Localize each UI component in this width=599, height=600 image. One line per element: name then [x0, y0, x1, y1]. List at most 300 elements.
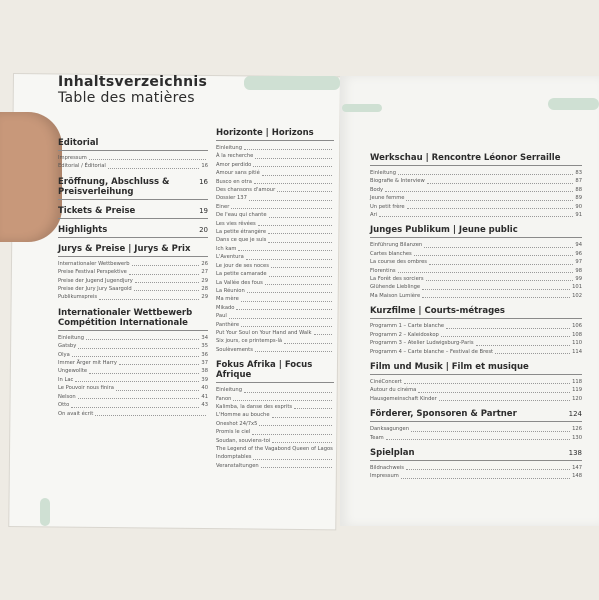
toc-entry-title: CinéConcert — [370, 378, 402, 385]
dot-leader — [269, 270, 332, 276]
toc-entry-title: Panthère — [216, 321, 240, 328]
toc-section — [58, 206, 208, 219]
dot-leader — [253, 453, 332, 459]
toc-entry-title: Preise der Jugend Jugendjury — [58, 277, 133, 284]
toc-entry-title: Mikado — [216, 304, 235, 311]
dot-leader — [247, 287, 332, 293]
toc-entry[interactable] — [216, 420, 334, 428]
toc-entry[interactable] — [216, 203, 334, 211]
section-heading[interactable] — [370, 448, 582, 458]
dot-leader — [426, 275, 574, 281]
toc-entry[interactable] — [58, 401, 208, 409]
section-heading[interactable] — [370, 153, 582, 163]
toc-entry-page: 91 — [575, 212, 582, 219]
toc-entry[interactable] — [216, 178, 334, 186]
section-heading-title: Horizonte | Horizons — [216, 128, 314, 138]
dot-leader — [441, 331, 570, 337]
section-heading-page: 138 — [568, 448, 582, 457]
toc-entry[interactable] — [58, 154, 208, 162]
toc-entry[interactable] — [58, 293, 208, 301]
toc-entry[interactable] — [370, 169, 582, 177]
section-rule — [58, 256, 208, 257]
section-rule — [58, 237, 208, 238]
dot-leader — [407, 203, 574, 209]
toc-entry-title: Soulèvements — [216, 346, 253, 353]
toc-entry-title: Einleitung — [370, 170, 396, 176]
dot-leader — [78, 342, 199, 348]
toc-entry[interactable] — [370, 331, 582, 339]
green-accent-bar-left — [244, 76, 340, 90]
dot-leader — [246, 253, 332, 259]
dot-leader — [238, 245, 332, 251]
toc-entry[interactable] — [370, 194, 582, 202]
dot-leader — [236, 304, 332, 310]
section-rule — [370, 237, 582, 238]
section-rule — [370, 374, 582, 375]
dot-leader — [255, 346, 332, 352]
section-rule — [58, 199, 208, 200]
toc-entry-page: 83 — [575, 170, 582, 176]
section-rule — [58, 150, 208, 151]
section-rule — [370, 165, 582, 166]
toc-entry-title: Florentins — [370, 267, 396, 274]
toc-entry[interactable] — [370, 283, 582, 291]
dot-leader — [411, 425, 570, 431]
toc-entry[interactable] — [370, 177, 582, 185]
dot-leader — [89, 154, 206, 160]
dot-leader — [495, 348, 570, 354]
toc-entry-title: Danksagungen — [370, 426, 409, 433]
toc-entry-page: 110 — [572, 340, 582, 347]
toc-entry-title: Ma Maison Lumière — [370, 292, 421, 299]
dot-leader — [244, 386, 332, 392]
toc-entry[interactable] — [216, 321, 334, 329]
dot-leader — [386, 434, 570, 440]
toc-entry-title: In Lac — [58, 376, 74, 383]
toc-entry-page: 118 — [572, 378, 582, 385]
toc-entry-page: 29 — [201, 277, 208, 284]
dot-leader — [252, 428, 332, 434]
toc-entry-title: Programm 4 – Carte blanche – Festival de Brest — [370, 348, 494, 355]
dot-leader — [271, 262, 332, 268]
section-heading[interactable] — [58, 244, 208, 254]
toc-entry-page: 148 — [572, 473, 582, 480]
dot-leader — [241, 321, 332, 327]
section-rule — [370, 318, 582, 319]
dot-leader — [258, 220, 332, 226]
toc-entry[interactable] — [216, 411, 334, 419]
toc-entry[interactable] — [216, 403, 334, 411]
section-heading-page: 124 — [568, 410, 582, 419]
toc-entry-page: 94 — [575, 242, 582, 249]
dot-leader — [429, 258, 573, 264]
section-heading[interactable] — [58, 206, 208, 216]
toc-section — [370, 448, 582, 481]
toc-entry-title: Programm 3 – Atelier Ludwigsburg-Paris — [370, 340, 474, 347]
toc-entry-title: Six jours, ce printemps-là — [216, 338, 283, 345]
dot-leader — [422, 283, 570, 289]
toc-entry[interactable] — [370, 472, 582, 480]
toc-entry-page: 147 — [572, 464, 582, 471]
dot-leader — [272, 411, 332, 417]
toc-entry-title: Team — [370, 434, 384, 441]
dot-leader — [476, 339, 571, 345]
toc-entry-title: Preise der Jury Jury Saargold — [58, 286, 132, 293]
toc-entry[interactable] — [58, 334, 208, 342]
toc-entry[interactable] — [216, 329, 334, 337]
toc-entry[interactable] — [216, 161, 334, 169]
toc-entry-page: 41 — [201, 393, 208, 400]
dot-leader — [241, 295, 332, 301]
toc-entry[interactable] — [58, 359, 208, 367]
toc-entry-title: The Legend of the Vagabond Queen of Lagos — [216, 446, 333, 452]
section-heading-title: Film und Musik | Film et musique — [370, 361, 529, 372]
toc-entry[interactable] — [370, 339, 582, 347]
toc-entry-title: Put Your Soul on Your Hand and Walk — [216, 329, 312, 336]
toc-entry-title: Busco en otra — [216, 178, 252, 185]
dot-leader — [253, 161, 332, 167]
section-heading[interactable] — [58, 138, 208, 148]
dot-leader — [71, 401, 199, 407]
dot-leader — [255, 152, 332, 158]
dot-leader — [284, 337, 332, 343]
toc-entry-title: Olya — [58, 351, 70, 358]
toc-entry-page: 34 — [201, 334, 208, 341]
toc-section — [58, 308, 208, 418]
toc-section — [370, 362, 582, 403]
toc-entry-title: La petite étrangère — [216, 229, 267, 236]
section-rule — [58, 218, 208, 219]
toc-entry-title: Impressum — [370, 473, 399, 480]
toc-section — [58, 225, 208, 238]
toc-entry[interactable] — [216, 211, 334, 219]
toc-entry-title: Jeune femme — [370, 195, 405, 202]
toc-entry-title: Hausgemeinschaft Kinder — [370, 395, 437, 402]
toc-entry[interactable] — [216, 144, 334, 152]
dot-leader — [265, 279, 332, 285]
toc-entry-title: La petite camarade — [216, 271, 267, 278]
dot-leader — [254, 178, 332, 184]
toc-section — [58, 138, 208, 171]
toc-entry[interactable] — [370, 378, 582, 386]
toc-entry-title: Kalimba, la danse des esprits — [216, 403, 293, 410]
section-heading-title: Fokus Afrika | Focus Afrique — [216, 360, 313, 381]
toc-section — [216, 128, 334, 354]
toc-entry-title: Programm 2 – Kaleidoskop — [370, 331, 439, 338]
toc-entry[interactable] — [216, 337, 334, 345]
toc-entry-page: 35 — [201, 343, 208, 350]
dot-leader — [385, 186, 573, 192]
toc-entry-page: 101 — [572, 284, 582, 291]
toc-entry-title: Le Pouvoir nous finira — [58, 385, 114, 392]
toc-entry-title: Programm 1 – Carte blanche — [370, 323, 445, 330]
green-accent-bottom — [40, 498, 50, 526]
toc-entry[interactable] — [370, 395, 582, 403]
toc-entry-page: 98 — [575, 267, 582, 274]
toc-entry-title: Veranstaltungen — [216, 462, 259, 469]
toc-entry[interactable] — [58, 367, 208, 375]
green-accent-bar-right — [548, 98, 599, 110]
toc-entry-title: Glühende Lieblinge — [370, 284, 421, 291]
dot-leader — [244, 144, 332, 150]
section-rule — [370, 460, 582, 461]
dot-leader — [404, 378, 570, 384]
toc-entry-title: Un petit frère — [370, 203, 405, 210]
toc-entry-page: 99 — [575, 276, 582, 283]
section-rule — [370, 421, 582, 422]
dot-leader — [406, 194, 573, 200]
toc-entry-title: Body — [370, 186, 384, 193]
toc-section — [370, 409, 582, 442]
toc-entry-title: Cartes blanches — [370, 250, 412, 257]
toc-entry-title: Preise Festival Perspektive — [58, 269, 127, 276]
toc-entry-title: Einleitung — [58, 334, 84, 341]
toc-entry[interactable] — [58, 410, 208, 418]
section-heading-title: Förderer, Sponsoren & Partner — [370, 409, 517, 420]
toc-entry[interactable] — [58, 376, 208, 384]
toc-entry-title: Oneshot 24/7x5 — [216, 420, 258, 427]
toc-entry[interactable] — [216, 186, 334, 194]
toc-entry-title: Impressum — [58, 155, 87, 161]
toc-entry-title: Autour du cinéma — [370, 387, 417, 394]
toc-section — [216, 360, 334, 470]
toc-section — [370, 306, 582, 356]
toc-entry[interactable] — [370, 211, 582, 219]
toc-entry-title: Le jour de ses noces — [216, 262, 269, 269]
toc-entry[interactable] — [370, 186, 582, 194]
toc-entry[interactable] — [216, 245, 334, 253]
dot-leader — [427, 177, 574, 183]
toc-entry-page: 27 — [201, 269, 208, 276]
section-heading[interactable] — [216, 360, 334, 380]
section-heading-title: Spielplan — [370, 447, 415, 458]
toc-entry-title: Immer Ärger mit Harry — [58, 360, 117, 367]
dot-leader — [262, 169, 332, 175]
toc-entry[interactable] — [370, 348, 582, 356]
toc-entry[interactable] — [216, 395, 334, 403]
toc-entry-title: Amour sans pitié — [216, 170, 260, 177]
page-title — [58, 74, 207, 106]
toc-entry[interactable] — [58, 268, 208, 276]
toc-entry[interactable] — [370, 250, 582, 258]
toc-entry[interactable] — [370, 241, 582, 249]
dot-leader — [119, 359, 199, 365]
toc-entry[interactable] — [370, 386, 582, 394]
toc-section — [58, 177, 208, 200]
toc-entry-title: Einleitung — [216, 145, 242, 151]
dot-leader — [89, 367, 199, 373]
dot-leader — [135, 277, 200, 283]
toc-entry[interactable] — [58, 162, 208, 170]
dot-leader — [401, 472, 570, 478]
green-accent-corner — [342, 104, 382, 112]
section-heading[interactable] — [370, 409, 582, 419]
toc-entry-title: La Réunion — [216, 287, 245, 294]
toc-entry-title: Nelson — [58, 393, 76, 400]
section-heading-title: Internationaler Wettbewerb Compétition Internationale — [58, 307, 193, 328]
section-heading[interactable] — [370, 225, 582, 235]
toc-entry-title: Dossier 137 — [216, 195, 247, 202]
toc-entry[interactable] — [216, 253, 334, 261]
toc-entry-page: 37 — [201, 360, 208, 367]
toc-entry-title: Einführung Bilanzen — [370, 242, 423, 249]
toc-entry-page: 119 — [572, 387, 582, 394]
dot-leader — [424, 241, 573, 247]
toc-entry[interactable] — [58, 285, 208, 293]
toc-entry[interactable] — [216, 445, 334, 453]
dot-leader — [406, 464, 570, 470]
toc-entry-title: Ungewollte — [58, 368, 88, 375]
section-heading-title: Werkschau | Rencontre Léonor Serraille — [370, 153, 561, 163]
dot-leader — [134, 285, 200, 291]
toc-entry[interactable] — [370, 322, 582, 330]
toc-entry[interactable] — [216, 262, 334, 270]
toc-entry-page: 39 — [201, 376, 208, 383]
toc-entry[interactable] — [216, 462, 334, 470]
toc-entry-title: Internationaler Wettbewerb — [58, 260, 130, 267]
dot-leader — [229, 312, 332, 318]
toc-entry-page: 88 — [575, 186, 582, 193]
toc-entry[interactable] — [216, 236, 334, 244]
toc-entry-title: Editorial / Éditorial — [58, 163, 106, 170]
toc-entry-title: Otto — [58, 402, 70, 409]
toc-section — [58, 244, 208, 302]
dot-leader — [446, 322, 570, 328]
title-german: Inhaltsverzeichnis — [58, 74, 208, 90]
toc-entry[interactable] — [370, 267, 582, 275]
dot-leader — [414, 250, 574, 256]
dot-leader — [422, 292, 570, 298]
dot-leader — [99, 293, 199, 299]
toc-column-middle — [216, 128, 334, 476]
dot-leader — [259, 420, 332, 426]
toc-entry[interactable] — [216, 428, 334, 436]
dot-leader — [129, 268, 200, 274]
toc-entry[interactable] — [370, 464, 582, 472]
toc-entry[interactable] — [216, 386, 334, 394]
toc-entry-title: On avait écrit — [58, 410, 94, 417]
dot-leader — [86, 334, 199, 340]
section-heading[interactable] — [370, 362, 582, 372]
dot-leader — [398, 169, 573, 175]
toc-entry-page: 96 — [575, 250, 582, 257]
dot-leader — [108, 162, 200, 168]
toc-entry-page: 114 — [572, 348, 582, 355]
section-heading[interactable] — [58, 225, 208, 235]
toc-entry[interactable] — [58, 351, 208, 359]
toc-entry-page: 106 — [572, 323, 582, 330]
toc-section — [370, 225, 582, 300]
toc-column-left — [58, 138, 208, 424]
toc-entry-title: Ma mère — [216, 296, 239, 303]
toc-entry[interactable] — [370, 275, 582, 283]
toc-entry-page: 26 — [201, 260, 208, 267]
toc-entry-title: La Forêt des sorciers — [370, 276, 424, 283]
toc-entry-title: Promis le ciel — [216, 429, 251, 436]
toc-entry[interactable] — [216, 228, 334, 236]
toc-entry-page: 90 — [575, 203, 582, 210]
toc-entry[interactable] — [216, 287, 334, 295]
section-heading-title: Jurys & Preise | Jurys & Prix — [58, 243, 191, 254]
section-rule — [58, 330, 208, 331]
toc-entry-title: Indomptables — [216, 454, 252, 461]
toc-entry-title: L'Homme au bouche — [216, 412, 270, 419]
toc-entry-page: 89 — [575, 195, 582, 202]
toc-entry[interactable] — [58, 393, 208, 401]
toc-entry-title: Biografie & Interview — [370, 178, 425, 185]
toc-entry[interactable] — [216, 304, 334, 312]
toc-entry-page: 29 — [201, 294, 208, 301]
toc-entry-title: Soudan, souviens-toi — [216, 437, 271, 444]
toc-entry[interactable] — [216, 279, 334, 287]
section-heading[interactable] — [58, 177, 208, 197]
toc-entry-page: 126 — [572, 426, 582, 433]
toc-entry[interactable] — [216, 453, 334, 461]
toc-entry-page: 36 — [201, 351, 208, 358]
toc-column-right — [370, 153, 582, 487]
section-heading-title: Tickets & Preise — [58, 205, 136, 216]
toc-entry[interactable] — [216, 295, 334, 303]
toc-entry-page: 120 — [572, 395, 582, 402]
toc-entry[interactable] — [216, 312, 334, 320]
section-heading[interactable] — [58, 308, 208, 328]
toc-entry-title: Gatsby — [58, 343, 77, 350]
toc-entry[interactable] — [216, 194, 334, 202]
toc-entry[interactable] — [58, 277, 208, 285]
dot-leader — [269, 211, 332, 217]
toc-entry[interactable] — [58, 260, 208, 268]
toc-entry[interactable] — [216, 152, 334, 160]
toc-entry[interactable] — [58, 342, 208, 350]
toc-entry-title: Les vies rêvées — [216, 220, 256, 227]
section-heading-title: Junges Publikum | Jeune public — [370, 225, 518, 236]
section-heading[interactable] — [370, 306, 582, 316]
section-rule — [216, 382, 334, 383]
toc-entry[interactable] — [216, 220, 334, 228]
toc-entry[interactable] — [216, 270, 334, 278]
toc-entry[interactable] — [370, 425, 582, 433]
toc-entry[interactable] — [370, 434, 582, 442]
section-heading-title: Kurzfilme | Courts-métrages — [370, 306, 505, 317]
toc-entry[interactable] — [216, 437, 334, 445]
toc-entry[interactable] — [370, 292, 582, 300]
dot-leader — [75, 376, 199, 382]
dot-leader — [294, 403, 332, 409]
dot-leader — [95, 410, 206, 416]
toc-entry[interactable] — [58, 384, 208, 392]
title-french: Table des matières — [58, 90, 195, 106]
dot-leader — [116, 384, 199, 390]
toc-entry-title: Einer — [216, 203, 230, 210]
dot-leader — [268, 228, 332, 234]
dot-leader — [132, 260, 200, 266]
toc-entry-title: Fanon — [216, 395, 232, 402]
toc-entry-page: 43 — [201, 402, 208, 409]
toc-section — [370, 153, 582, 219]
toc-entry[interactable] — [370, 203, 582, 211]
dot-leader — [398, 267, 574, 273]
section-heading-page: 19 — [199, 206, 208, 215]
section-heading-title: Eröffnung, Abschluss & Preisverleihung — [58, 176, 170, 197]
section-heading-page: 20 — [199, 225, 208, 234]
toc-entry[interactable] — [216, 169, 334, 177]
toc-entry[interactable] — [370, 258, 582, 266]
toc-entry-page: 102 — [572, 292, 582, 299]
toc-entry[interactable] — [216, 346, 334, 354]
section-rule — [216, 140, 334, 141]
toc-entry-title: La course des ombres — [370, 259, 427, 266]
section-heading[interactable] — [216, 128, 334, 138]
